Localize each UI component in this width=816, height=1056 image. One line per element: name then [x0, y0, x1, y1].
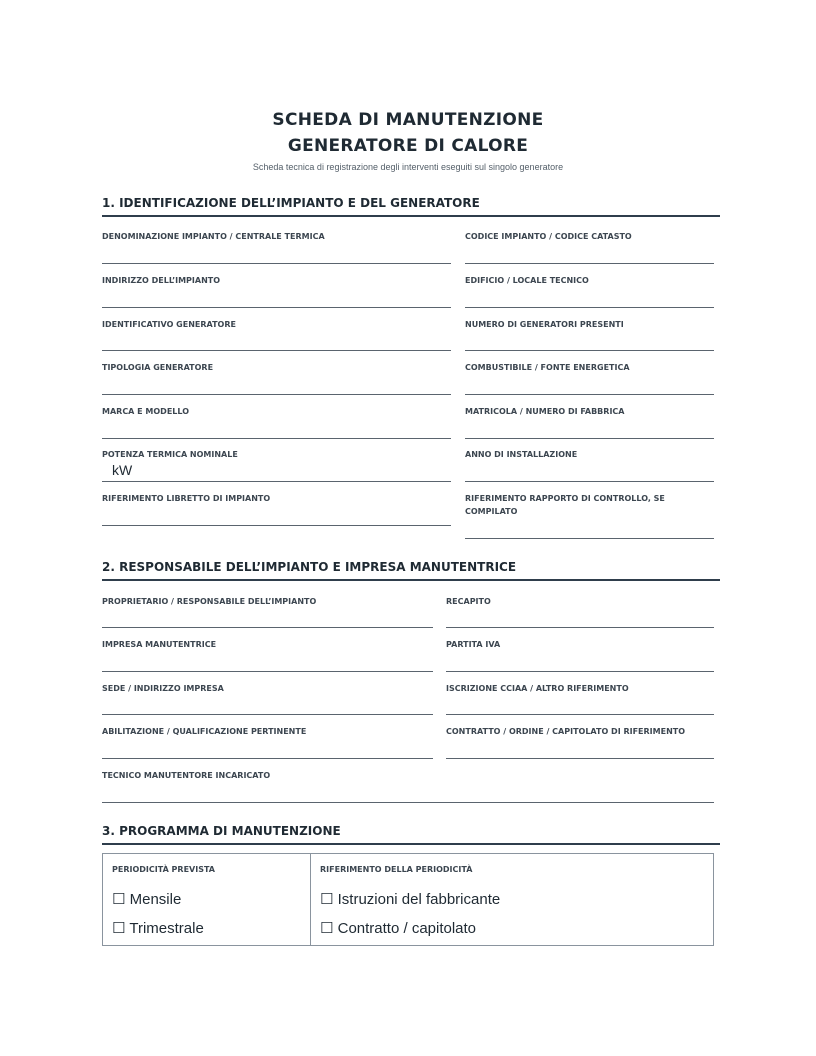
field-line — [465, 481, 714, 482]
field-line — [446, 671, 714, 672]
field-label: PARTITA IVA — [446, 640, 501, 649]
field-line — [102, 263, 451, 264]
periodicity-reference-header: RIFERIMENTO DELLA PERIODICITÀ — [320, 865, 473, 874]
section3-header — [102, 824, 720, 845]
section2-title: 2. RESPONSABILE DELL’IMPIANTO E IMPRESA MANUTENTRICE — [102, 560, 720, 581]
field-label: INDIRIZZO DELL’IMPIANTO — [102, 276, 221, 285]
field-label: RIFERIMENTO RAPPORTO DI CONTROLLO, SE COMPILATO — [465, 494, 665, 516]
field-line — [465, 394, 714, 395]
page-subtitle: Scheda tecnica di registrazione degli interventi eseguiti sul singolo generatore — [252, 162, 564, 172]
field-line — [102, 714, 433, 715]
field-label: TECNICO MANUTENTORE INCARICATO — [102, 771, 271, 780]
field-label: COMBUSTIBILE / FONTE ENERGETICA — [465, 363, 630, 372]
field-line — [446, 714, 714, 715]
field-line — [465, 438, 714, 439]
section2-header — [102, 560, 720, 581]
field-line — [102, 802, 714, 803]
field-line — [102, 394, 451, 395]
field-label: SEDE / INDIRIZZO IMPRESA — [102, 684, 224, 693]
periodicity-reference-column — [311, 854, 713, 945]
maintenance-schedule-table — [102, 853, 714, 946]
checkbox-mensile[interactable]: ☐ Mensile — [112, 891, 182, 908]
field-label: CONTRATTO / ORDINE / CAPITOLATO DI RIFERIMENTO — [446, 727, 686, 736]
field-label: MARCA E MODELLO — [102, 407, 189, 416]
field-label: PROPRIETARIO / RESPONSABILE DELL’IMPIANTO — [102, 597, 317, 606]
field-line — [102, 350, 451, 351]
field-label: IDENTIFICATIVO GENERATORE — [102, 320, 236, 329]
field-label: EDIFICIO / LOCALE TECNICO — [465, 276, 589, 285]
field-label: TIPOLOGIA GENERATORE — [102, 363, 214, 372]
field-line — [465, 307, 714, 308]
page-title-line1: SCHEDA DI MANUTENZIONE — [272, 110, 544, 130]
field-line — [102, 525, 451, 526]
field-label: ABILITAZIONE / QUALIFICAZIONE PERTINENTE — [102, 727, 307, 736]
section3-title: 3. PROGRAMMA DI MANUTENZIONE — [102, 824, 720, 845]
field-line — [102, 627, 433, 628]
checkbox-trimestrale[interactable]: ☐ Trimestrale — [112, 920, 204, 937]
field-label: ISCRIZIONE CCIAA / ALTRO RIFERIMENTO — [446, 684, 629, 693]
field-line — [446, 758, 714, 759]
checkbox-istruzioni-fabbricante[interactable]: ☐ Istruzioni del fabbricante — [320, 891, 501, 908]
periodicity-header: PERIODICITÀ PREVISTA — [112, 865, 215, 874]
field-label: DENOMINAZIONE IMPIANTO / CENTRALE TERMICA — [102, 232, 325, 241]
field-line — [102, 438, 451, 439]
page-title-line2: GENERATORE DI CALORE — [287, 136, 529, 156]
field-value-unit: kW — [112, 462, 133, 478]
field-line — [465, 350, 714, 351]
field-line — [102, 758, 433, 759]
field-label: IMPRESA MANUTENTRICE — [102, 640, 217, 649]
field-line — [446, 627, 714, 628]
field-label: CODICE IMPIANTO / CODICE CATASTO — [465, 232, 632, 241]
field-line — [465, 263, 714, 264]
field-label: RIFERIMENTO LIBRETTO DI IMPIANTO — [102, 494, 271, 503]
field-label: ANNO DI INSTALLAZIONE — [465, 450, 578, 459]
field-label: POTENZA TERMICA NOMINALE — [102, 450, 238, 459]
field-line — [102, 671, 433, 672]
checkbox-contratto-capitolato[interactable]: ☐ Contratto / capitolato — [320, 920, 477, 937]
field-line — [102, 481, 451, 482]
field-label: MATRICOLA / NUMERO DI FABBRICA — [465, 407, 625, 416]
section1-title: 1. IDENTIFICAZIONE DELL’IMPIANTO E DEL GENERATORE — [102, 196, 720, 217]
field-label: NUMERO DI GENERATORI PRESENTI — [465, 320, 624, 329]
field-line — [102, 307, 451, 308]
field-label: RECAPITO — [446, 597, 491, 606]
section1-header — [102, 196, 720, 217]
periodicity-column — [103, 854, 311, 945]
field-line — [465, 538, 714, 539]
